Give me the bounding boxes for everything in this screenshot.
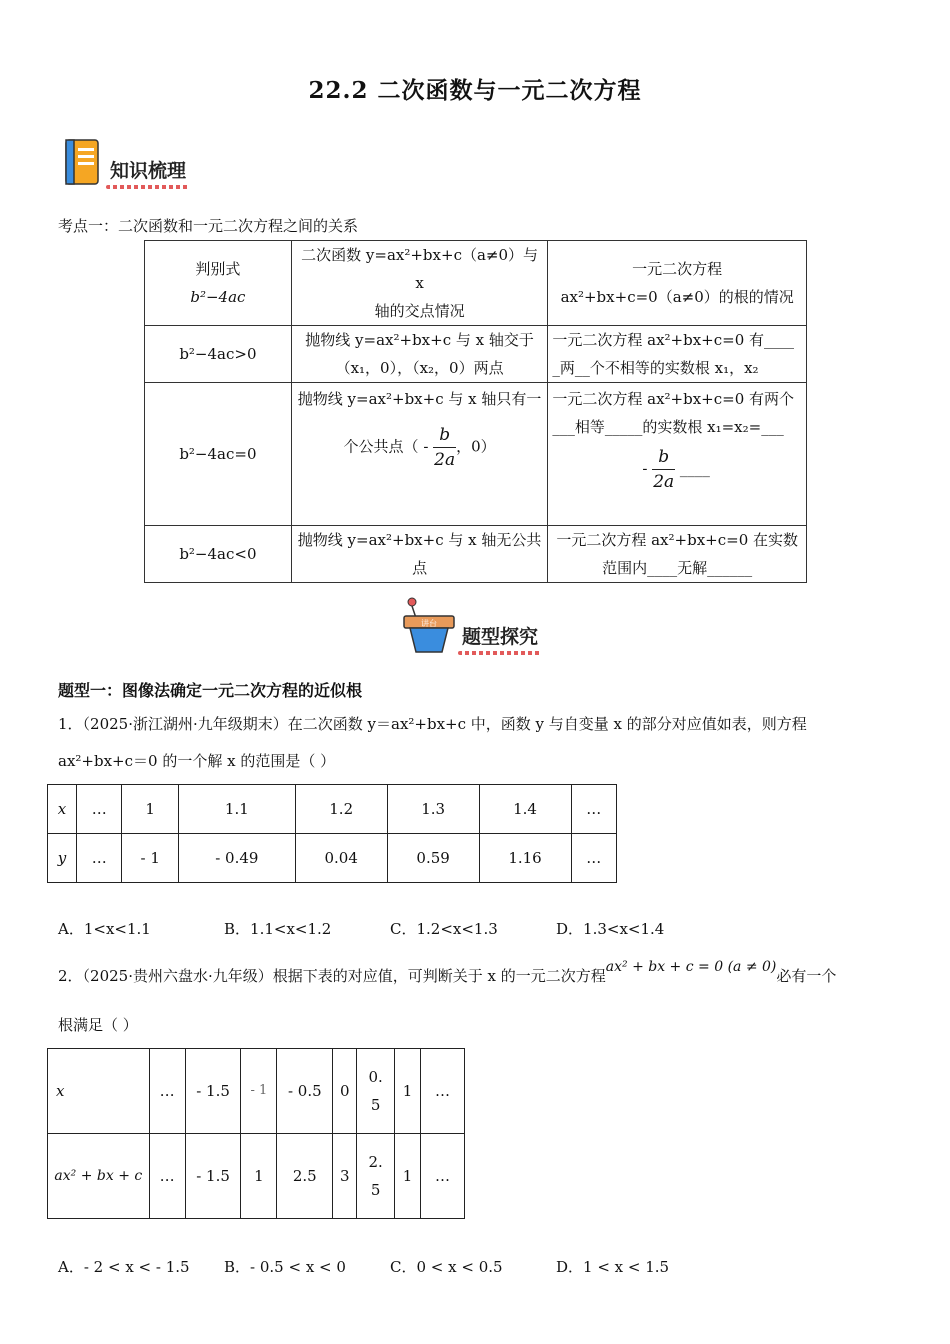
table-row: [48, 1049, 465, 1134]
table-row: [145, 383, 807, 526]
q1-value-table: [47, 784, 617, 883]
table-cell: 1: [241, 1134, 277, 1219]
table-row: [145, 526, 807, 583]
table-row: [48, 785, 617, 834]
table-cell: …: [149, 1049, 185, 1134]
table-cell: x: [48, 1049, 150, 1134]
option-a[interactable]: A．1<x<1.1: [58, 920, 151, 938]
option-d[interactable]: D．1 < x < 1.5: [556, 1258, 670, 1276]
table-cell: 3: [333, 1134, 357, 1219]
table-cell: b²−4ac<0: [145, 526, 292, 583]
table-cell: 抛物线 y=ax²+bx+c 与 x 轴只有一 个公共点（ - $\frac{b}{2a}$ ，0）: [291, 383, 548, 526]
question-1-line2: ax²+bx+c＝0 的一个解 x 的范围是（ ）: [58, 752, 336, 770]
table-cell: 一元二次方程 ax²+bx+c=0 有两个 ___相等_____的实数根 x₁=x₂=___ - $\frac{b}{2a}$ ____: [548, 383, 807, 526]
question-2-line2: 根满足（ ）: [58, 1016, 138, 1034]
option-c[interactable]: C．0 < x < 0.5: [390, 1258, 503, 1276]
table-cell: 0: [333, 1049, 357, 1134]
table-cell: 一元二次方程 ax²+bx+c=0 在实数 范围内____无解______: [548, 526, 807, 583]
table-cell: 2.5: [277, 1134, 333, 1219]
podium-icon: [398, 596, 460, 656]
table-row: [48, 834, 617, 883]
table-row: [48, 1134, 465, 1219]
q2-value-table: [47, 1048, 465, 1219]
section-badge-knowledge: [62, 138, 186, 188]
kaodian-label: 考点一：二次函数和一元二次方程之间的关系: [58, 217, 359, 235]
table-cell: 1.2: [295, 785, 387, 834]
table-cell: 1: [395, 1134, 421, 1219]
fraction: $\frac{b}{2a}$: [653, 447, 675, 492]
table-cell: 0.04: [295, 834, 387, 883]
table-row: [145, 326, 807, 383]
book-icon: [62, 138, 104, 188]
question-1-line1: 1．（2025·浙江湖州·九年级期末）在二次函数 y＝ax²+bx+c 中，函数 y 与自变量 x 的部分对应值如表，则方程: [58, 715, 807, 733]
table-cell: - 1: [122, 834, 179, 883]
table-cell: …: [76, 785, 121, 834]
option-b[interactable]: B．- 0.5 < x < 0: [224, 1258, 346, 1276]
table-cell: b²−4ac=0: [145, 383, 292, 526]
section-heading: 题型一：图像法确定一元二次方程的近似根: [58, 681, 363, 700]
table-cell: …: [571, 785, 617, 834]
table-cell: - 1: [241, 1049, 277, 1134]
table-cell: 0.59: [387, 834, 479, 883]
svg-text:讲台: 讲台: [421, 619, 437, 628]
table-cell: - 0.5: [277, 1049, 333, 1134]
option-a[interactable]: A．- 2 < x < - 1.5: [58, 1258, 190, 1276]
section-badge-practice: [398, 596, 538, 656]
relation-table: [144, 240, 807, 583]
section-badge-label: 题型探究: [462, 622, 538, 649]
question-2-line1: 2．（2025·贵州六盘水·九年级）根据下表的对应值，可判断关于 x 的一元二次方程ax² + bx + c = 0 (a ≠ 0)必有一个: [58, 959, 837, 985]
table-cell: 1: [395, 1049, 421, 1134]
table-cell: - 1.5: [185, 1134, 241, 1219]
table-cell: 一元二次方程 ax²+bx+c=0（a≠0）的根的情况: [548, 241, 807, 326]
table-cell: 1.1: [178, 785, 295, 834]
option-c[interactable]: C．1.2<x<1.3: [390, 920, 498, 938]
table-cell: …: [571, 834, 617, 883]
table-cell: y: [48, 834, 77, 883]
fraction: $\frac{b}{2a}$: [434, 425, 456, 470]
table-cell: ax² + bx + c: [48, 1134, 150, 1219]
table-row: [145, 241, 807, 326]
q1-options: [58, 918, 664, 939]
table-cell: …: [421, 1134, 465, 1219]
table-cell: …: [421, 1049, 465, 1134]
table-cell: 1.16: [479, 834, 571, 883]
page-title: 22.2 二次函数与一元二次方程: [308, 77, 642, 104]
table-cell: 2. 5: [357, 1134, 395, 1219]
table-cell: …: [149, 1134, 185, 1219]
table-cell: …: [76, 834, 121, 883]
table-cell: x: [48, 785, 77, 834]
table-cell: 1.4: [479, 785, 571, 834]
q2-options: [58, 1256, 669, 1277]
table-cell: 抛物线 y=ax²+bx+c 与 x 轴无公共 点: [291, 526, 548, 583]
table-cell: 0. 5: [357, 1049, 395, 1134]
table-cell: b²−4ac>0: [145, 326, 292, 383]
option-d[interactable]: D．1.3<x<1.4: [556, 920, 665, 938]
table-cell: - 1.5: [185, 1049, 241, 1134]
table-cell: 判别式 b²−4ac: [145, 241, 292, 326]
table-cell: 二次函数 y=ax²+bx+c（a≠0）与 x 轴的交点情况: [291, 241, 548, 326]
table-cell: 1: [122, 785, 179, 834]
table-cell: 抛物线 y=ax²+bx+c 与 x 轴交于 （x₁，0），（x₂，0）两点: [291, 326, 548, 383]
table-cell: - 0.49: [178, 834, 295, 883]
table-cell: 1.3: [387, 785, 479, 834]
section-badge-label: 知识梳理: [110, 156, 186, 183]
table-cell: 一元二次方程 ax²+bx+c=0 有____ _两__个不相等的实数根 x₁，x₂: [548, 326, 807, 383]
option-b[interactable]: B．1.1<x<1.2: [224, 920, 332, 938]
equation: ax² + bx + c = 0 (a ≠ 0): [605, 959, 777, 975]
